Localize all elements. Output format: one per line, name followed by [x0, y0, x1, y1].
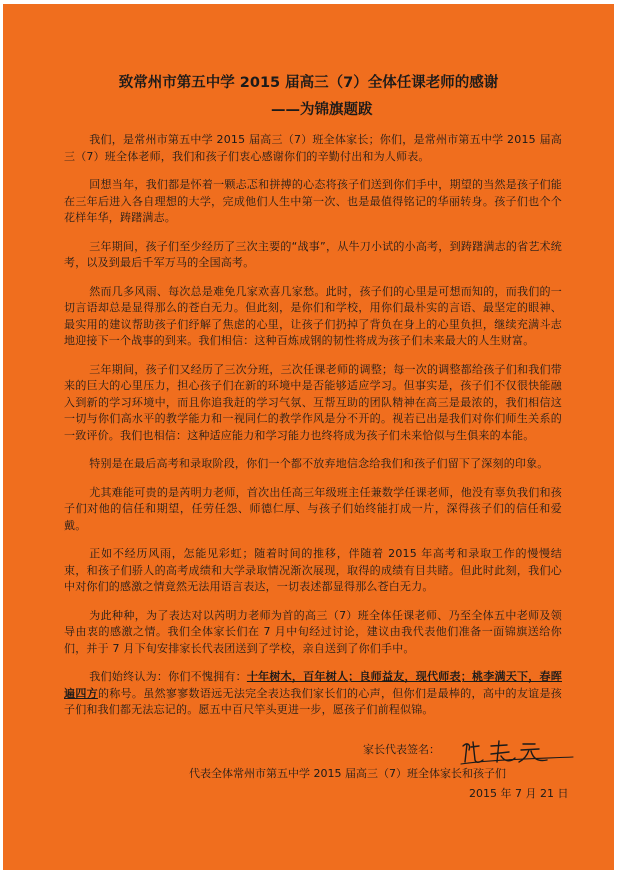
paragraph-exams: 三年期间，孩子们至少经历了三次主要的“战事”，从牛刀小试的小高考，到踌躇满志的省艺术统考，以及到最后千军万马的全国高考。: [64, 239, 562, 269]
letter-sheet: [3, 4, 614, 870]
signature-row: [363, 738, 603, 766]
closing-tail: 的称号。虽然寥寥数语远无法完全表达我们家长们的心声，但你们是最棒的，高中的友谊是孩子们和我们都无法忘记的。愿五中百尺竿头更进一步，愿孩子们前程似锦。: [64, 686, 562, 716]
letter-body: [64, 132, 562, 731]
paragraph-greeting: 我们，是常州市第五中学 2015 届高三（7）班全体家长；你们，是常州市第五中学 2015 届高三（7）班全体老师，我们和孩子们衷心感谢你们的辛勤付出和为人师表。: [64, 133, 562, 163]
paragraph-support: 然而几多风雨、每次总是难免几家欢喜几家愁。此时，孩子们的心里是可想而知的，而我们的一切言语却总是显得那么的苍白无力。但此刻，是你们和学校，用你们最朴实的言语、最坚定的眼神、最实用的建议帮助孩子们纾解了焦虑的心里，让孩子们扔掉了背负在身上的心里负担，继续充满斗志地迎接下一个战事的到来。我们相信：这种百炼成钢的韧性将成为孩子们未来最大的人生财富。: [64, 284, 562, 347]
paragraph-head-teacher: 尤其难能可贵的是芮明力老师，首次出任高三年级班主任兼数学任课老师，他没有辜负我们和孩子们对他的信任和期望，任劳任怨、师德仁厚、与孩子们始终能打成一片，深得孩子们的信任和爱戴。: [64, 485, 562, 532]
page-subtitle: ——为锦旗题跋: [271, 102, 373, 118]
letter-date: 2015 年 7 月 21 日: [469, 787, 569, 800]
paragraph-closing: [64, 669, 562, 719]
paragraph-class-changes: 三年期间，孩子们又经历了三次分班，三次任课老师的调整；每一次的调整都给孩子们和我们带来的巨大的心里压力，担心孩子们在新的环境中是否能够适应学习。但事实是，孩子们不仅很快能融入到新的学习环境中，而且你追我赶的学习气氛、互帮互助的团队精神在高三是最浓的，我们相信这一切与你们高水平的教学能力和一视同仁的教学作风是分不开的。视若已出是我们对你们师生关系的一致评价。我们也相信：这种适应能力和学习能力也终将成为孩子们未来恰似与生俱来的本能。: [64, 362, 562, 442]
handwritten-signature: [457, 738, 577, 766]
page-title: 致常州市第五中学 2015 届高三（7）全体任课老师的感谢: [118, 75, 499, 91]
paragraph-banner: 为此种种，为了表达对以芮明力老师为首的高三（7）班全体任课老师、乃至全体五中老师及领导由衷的感激之情。我们全体家长们在 7 月中旬经过讨论，建议由我代表他们准备一面锦旗送给你们，并于 7 月下旬安排家长代表团送到了学校，亲自送到了你们手中。: [64, 608, 562, 655]
paragraph-recollection: 回想当年，我们都是怀着一颗忐忑和拼搏的心态将孩子们送到你们手中，期望的当然是孩子们能在三年后进入各自理想的大学，完成他们人生中第一次、也是最值得铭记的华丽转身。孩子们也个个花样年华，踌躇满志。: [64, 178, 562, 224]
signature-label: 家长代表签名：: [363, 743, 440, 756]
paragraph-rainbow: 正如不经历风雨，怎能见彩虹；随着时间的推移，伴随着 2015 年高考和录取工作的慢慢结束，和孩子们骄人的高考成绩和大学录取情况渐次展现，取得的成绩有目共睹。但此时此刻，我们心中对你们的感激之情竟然无法用语言表达，一切表述都显得那么苍白无力。: [64, 547, 562, 593]
paragraph-admission: 特别是在最后高考和录取阶段，你们一个都不放弃地信念给我们和孩子们留下了深刻的印象。: [89, 457, 549, 470]
closing-lead: 我们始终认为：你们不愧拥有：: [89, 670, 247, 683]
honor-title: 十年树木，百年树人；良师益友，现代师表；桃李满天下，春晖遍四方: [64, 670, 562, 700]
representative-line: 代表全体常州市第五中学 2015 届高三（7）班全体家长和孩子们: [189, 767, 506, 780]
